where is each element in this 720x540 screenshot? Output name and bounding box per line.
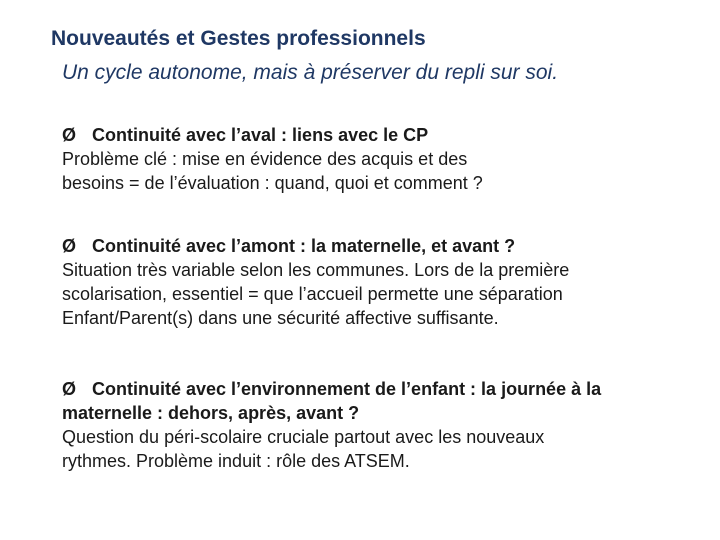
section-body-line: Situation très variable selon les communes. Lors de la première: [62, 260, 570, 280]
section-heading-text: Continuité avec l’amont : la maternelle, et avant ?: [92, 236, 516, 256]
section-body-line: Enfant/Parent(s) dans une sécurité affective suffisante.: [62, 308, 499, 328]
slide-subtitle: Un cycle autonome, mais à préserver du repli sur soi.: [62, 61, 559, 84]
section-heading: [62, 123, 702, 147]
section-heading-continued: maternelle : dehors, après, avant ?: [62, 403, 360, 423]
section-body-line: besoins = de l’évaluation : quand, quoi et comment ?: [62, 173, 483, 193]
section-amont: [62, 234, 702, 330]
section-body-line: rythmes. Problème induit : rôle des ATSEM.: [62, 451, 410, 471]
slide-title: Nouveautés et Gestes professionnels: [51, 27, 426, 50]
arrow-bullet-icon: Ø: [62, 236, 77, 256]
arrow-bullet-icon: Ø: [62, 379, 77, 399]
section-body-line: scolarisation, essentiel = que l’accueil permette une séparation: [62, 284, 563, 304]
section-environnement: [62, 377, 702, 473]
section-heading: [62, 377, 702, 401]
section-heading-text: Continuité avec l’environnement de l’enfant : la journée à la: [92, 379, 602, 399]
section-body-line: Problème clé : mise en évidence des acquis et des: [62, 149, 468, 169]
section-heading: [62, 234, 702, 258]
arrow-bullet-icon: Ø: [62, 125, 77, 145]
section-heading-text: Continuité avec l’aval : liens avec le CP: [92, 125, 429, 145]
section-body-line: Question du péri-scolaire cruciale partout avec les nouveaux: [62, 427, 545, 447]
section-aval: [62, 123, 702, 195]
